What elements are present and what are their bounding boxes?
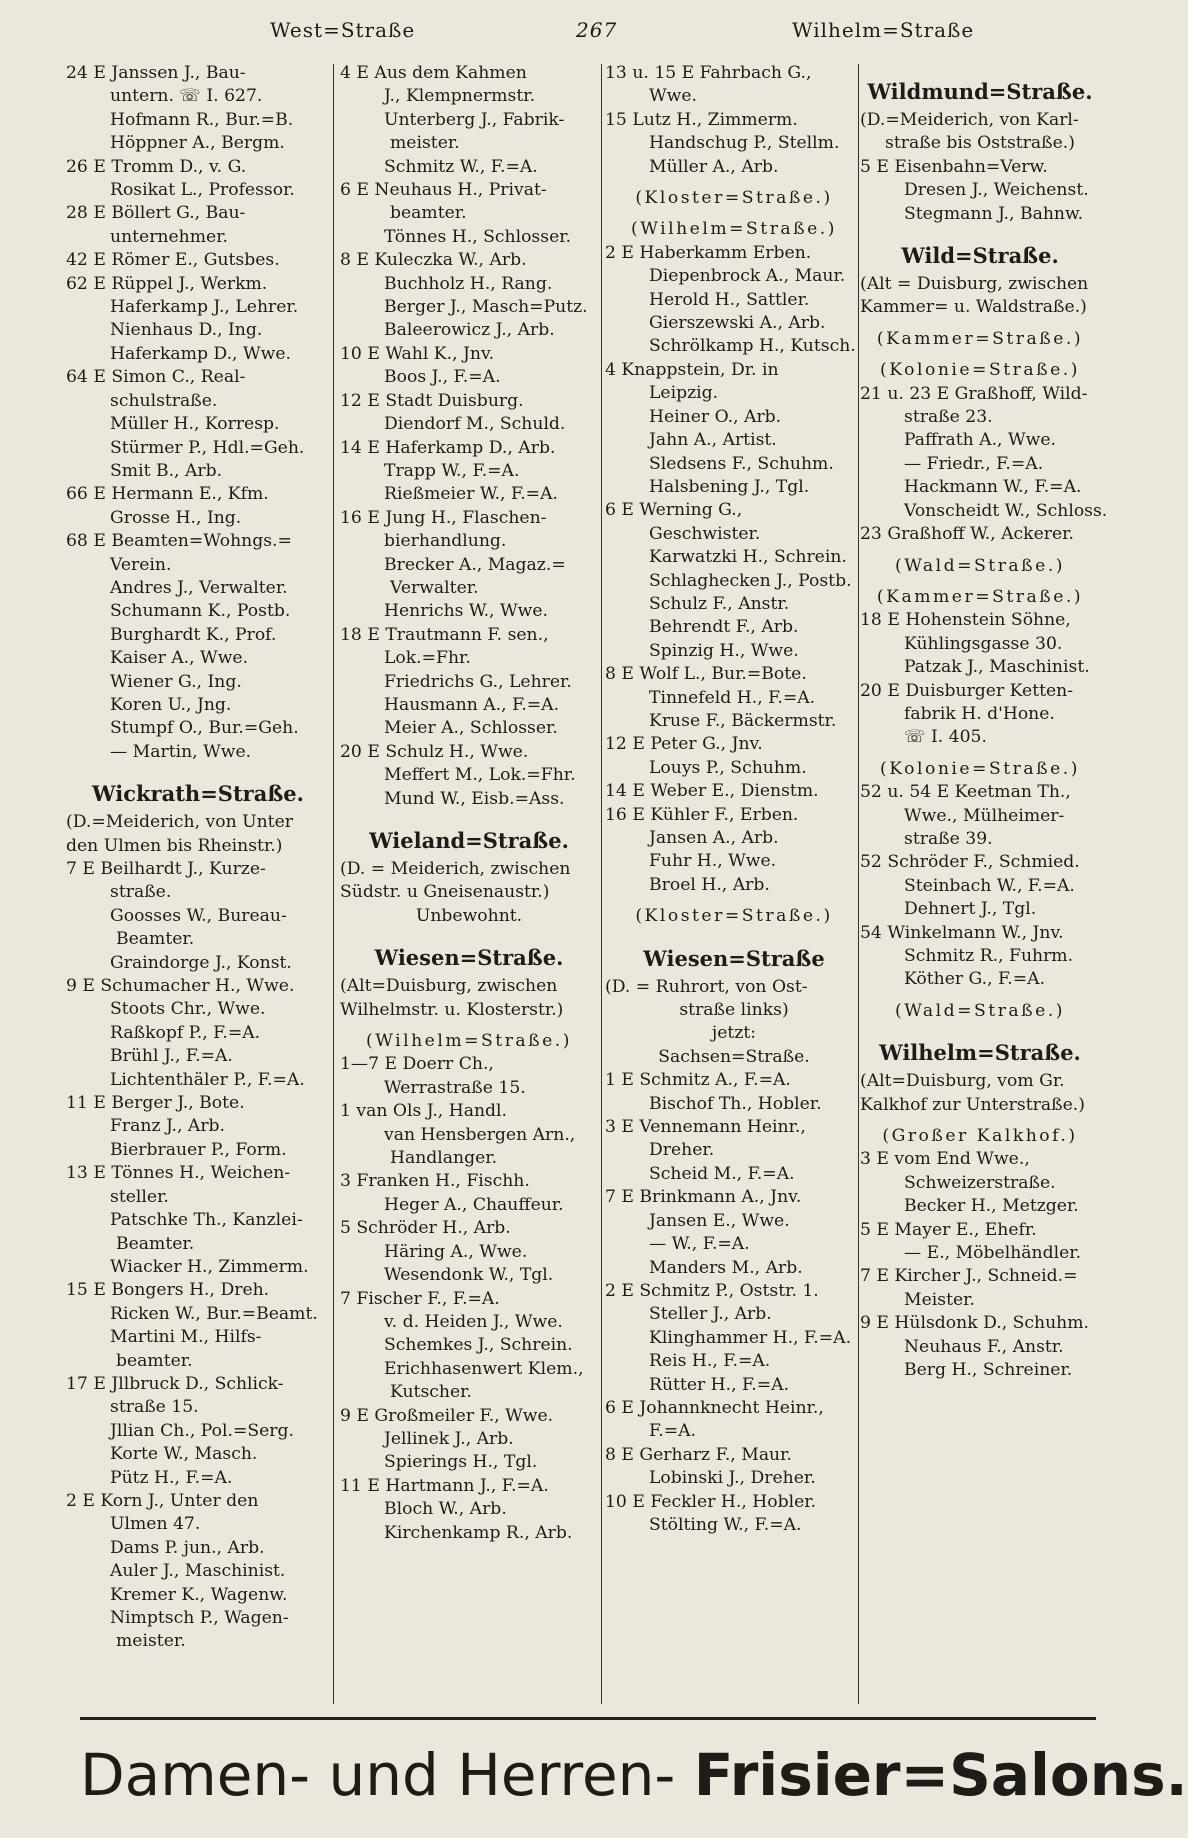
directory-entry: Tinnefeld H., F.=A. xyxy=(649,687,816,708)
directory-entry: 18 E Hohenstein Söhne, xyxy=(860,610,1071,631)
directory-entry: Grosse H., Ing. xyxy=(110,507,242,528)
directory-entry: Kruse F., Bäckermstr. xyxy=(649,710,837,731)
directory-entry: Herold H., Sattler. xyxy=(649,289,810,310)
directory-entry: straße 23. xyxy=(904,407,993,428)
directory-entry: Brecker A., Magaz.= xyxy=(384,554,566,575)
directory-entry: Sachsen=Straße. xyxy=(658,1046,810,1067)
directory-entry: Heger A., Chauffeur. xyxy=(384,1194,564,1215)
directory-entry: Hausmann A., F.=A. xyxy=(384,694,560,715)
directory-entry: 3 E Vennemann Heinr., xyxy=(605,1117,806,1138)
directory-entry: Meister. xyxy=(904,1289,975,1310)
directory-entry: Ricken W., Bur.=Beamt. xyxy=(110,1303,318,1324)
directory-entry: Verwalter. xyxy=(390,577,479,598)
directory-entry: Verein. xyxy=(110,554,172,575)
directory-entry: 20 E Duisburger Ketten- xyxy=(860,680,1074,701)
directory-entry: Jellinek J., Arb. xyxy=(384,1428,514,1449)
advertisement-text-regular: Damen- und Herren- xyxy=(80,1741,694,1809)
directory-entry: straße 39. xyxy=(904,828,993,849)
directory-entry: 1 van Ols J., Handl. xyxy=(340,1101,507,1122)
directory-entry: Lok.=Fhr. xyxy=(384,648,471,669)
directory-entry: Beamter. xyxy=(116,929,195,950)
directory-entry: beamter. xyxy=(390,203,467,224)
directory-entry: ☏ I. 405. xyxy=(904,727,987,748)
directory-entry: 52 Schröder F., Schmied. xyxy=(860,852,1080,873)
column-divider xyxy=(601,64,602,1704)
directory-entry: Meier A., Schlosser. xyxy=(384,718,558,739)
directory-entry: 6 E Johannknecht Heinr., xyxy=(605,1397,824,1418)
directory-entry: Kirchenkamp R., Arb. xyxy=(384,1522,573,1543)
directory-entry: 10 E Wahl K., Jnv. xyxy=(340,343,495,364)
directory-entry: 14 E Haferkamp D., Arb. xyxy=(340,437,556,458)
directory-entry: 6 E Neuhaus H., Privat- xyxy=(340,180,547,201)
directory-entry: den Ulmen bis Rheinstr.) xyxy=(66,835,283,856)
cross-street-note: (Wilhelm=Straße.) xyxy=(366,1031,572,1052)
directory-entry: Klinghammer H., F.=A. xyxy=(649,1327,852,1348)
directory-entry: Lichtenthäler P., F.=A. xyxy=(110,1069,305,1090)
directory-entry: Unbewohnt. xyxy=(415,905,523,926)
directory-entry: 26 E Tromm D., v. G. xyxy=(66,156,247,177)
cross-street-note: (Wald=Straße.) xyxy=(895,555,1065,576)
directory-entry: 4 Knappstein, Dr. in xyxy=(605,359,779,380)
directory-entry: Jahn A., Artist. xyxy=(649,430,777,451)
directory-entry: unternehmer. xyxy=(110,226,229,247)
directory-entry: Steller J., Arb. xyxy=(649,1304,772,1325)
directory-entry: Behrendt F., Arb. xyxy=(649,617,799,638)
directory-entry: Fuhr H., Wwe. xyxy=(649,851,777,872)
directory-entry: — W., F.=A. xyxy=(649,1234,750,1255)
directory-entry: Halsbening J., Tgl. xyxy=(649,476,810,497)
directory-entry: 2 E Haberkamm Erben. xyxy=(605,242,812,263)
directory-entry: J., Klempnermstr. xyxy=(384,86,536,107)
directory-entry: 11 E Hartmann J., F.=A. xyxy=(340,1475,549,1496)
directory-entry: Dams P. jun., Arb. xyxy=(110,1537,265,1558)
directory-entry: Wwe. xyxy=(649,86,698,107)
cross-street-note: (Kolonie=Straße.) xyxy=(880,360,1080,381)
directory-entry: 8 E Gerharz F., Maur. xyxy=(605,1444,792,1465)
directory-entry: steller. xyxy=(110,1186,169,1207)
directory-entry: 42 E Römer E., Gutsbes. xyxy=(66,250,280,271)
directory-entry: Haferkamp D., Wwe. xyxy=(110,343,291,364)
directory-entry: Kutscher. xyxy=(390,1382,472,1403)
directory-entry: Wiacker H., Zimmerm. xyxy=(110,1256,309,1277)
directory-entry: 62 E Rüppel J., Werkm. xyxy=(66,273,268,294)
directory-entry: Bischof Th., Hobler. xyxy=(649,1093,822,1114)
directory-entry: Koren U., Jng. xyxy=(110,694,232,715)
directory-entry: 18 E Trautmann F. sen., xyxy=(340,624,549,645)
directory-entry: Stürmer P., Hdl.=Geh. xyxy=(110,437,305,458)
cross-street-note: (Kloster=Straße.) xyxy=(635,188,833,209)
directory-entry: Reis H., F.=A. xyxy=(649,1351,771,1372)
directory-entry: Manders M., Arb. xyxy=(649,1257,803,1278)
cross-street-note: (Kolonie=Straße.) xyxy=(880,758,1080,779)
directory-entry: 15 Lutz H., Zimmerm. xyxy=(605,109,798,130)
directory-entry: Spinzig H., Wwe. xyxy=(649,640,799,661)
directory-entry: Buchholz H., Rang. xyxy=(384,273,553,294)
directory-entry: Werrastraße 15. xyxy=(384,1077,526,1098)
directory-entry: Franz J., Arb. xyxy=(110,1116,226,1137)
directory-entry: Smit B., Arb. xyxy=(110,460,223,481)
directory-entry: Neuhaus F., Anstr. xyxy=(904,1336,1064,1357)
directory-entry: 2 E Korn J., Unter den xyxy=(66,1490,259,1511)
directory-entry: 9 E Hülsdonk D., Schuhm. xyxy=(860,1313,1090,1334)
directory-entry: 54 Winkelmann W., Jnv. xyxy=(860,922,1064,943)
page-header xyxy=(0,18,1164,52)
directory-entry: 16 E Kühler F., Erben. xyxy=(605,804,799,825)
directory-entry: Müller A., Arb. xyxy=(649,156,779,177)
directory-entry: Friedrichs G., Lehrer. xyxy=(384,671,572,692)
directory-entry: untern. ☏ I. 627. xyxy=(110,86,263,107)
directory-entry: 3 Franken H., Fischh. xyxy=(340,1171,530,1192)
directory-entry: 5 Schröder H., Arb. xyxy=(340,1218,511,1239)
directory-entry: Kammer= u. Waldstraße.) xyxy=(860,297,1087,318)
directory-entry: Erichhasenwert Klem., xyxy=(384,1358,584,1379)
directory-entry: Stumpf O., Bur.=Geh. xyxy=(110,718,299,739)
directory-entry: (Alt = Duisburg, zwischen xyxy=(860,274,1089,295)
directory-entry: Ulmen 47. xyxy=(110,1514,201,1535)
directory-entry: Sledsens F., Schuhm. xyxy=(649,453,834,474)
directory-entry: Schumann K., Postb. xyxy=(110,601,291,622)
directory-entry: Kremer K., Wagenw. xyxy=(110,1584,288,1605)
directory-entry: 2 E Schmitz P., Oststr. 1. xyxy=(605,1280,819,1301)
directory-entry: schulstraße. xyxy=(110,390,218,411)
directory-entry: Dreher. xyxy=(649,1140,715,1161)
directory-entry: Stoots Chr., Wwe. xyxy=(110,999,266,1020)
directory-entry: straße. xyxy=(110,882,172,903)
street-heading: Wilhelm=Straße. xyxy=(879,1040,1081,1066)
directory-entry: Broel H., Arb. xyxy=(649,874,770,895)
directory-entry: Bloch W., Arb. xyxy=(384,1499,507,1520)
directory-entry: 8 E Kuleczka W., Arb. xyxy=(340,250,527,271)
column-divider xyxy=(858,64,859,1704)
directory-entry: Wiener G., Ing. xyxy=(110,671,242,692)
directory-entry: Steinbach W., F.=A. xyxy=(904,875,1075,896)
directory-entry: Baleerowicz J., Arb. xyxy=(384,320,555,341)
directory-entry: (D.=Meiderich, von Karl- xyxy=(860,110,1079,130)
directory-entry: Wwe., Mülheimer- xyxy=(904,805,1065,826)
directory-entry: Meffert M., Lok.=Fhr. xyxy=(384,765,576,786)
footer-rule xyxy=(80,1717,1096,1720)
directory-entry: Spierings H., Tgl. xyxy=(384,1452,538,1473)
directory-entry: Jansen E., Wwe. xyxy=(649,1210,790,1231)
directory-entry: Diendorf M., Schuld. xyxy=(384,414,566,435)
directory-entry: 5 E Mayer E., Ehefr. xyxy=(860,1219,1037,1240)
column-1 xyxy=(66,62,330,1707)
column-2 xyxy=(340,62,598,1707)
directory-entry: 15 E Bongers H., Dreh. xyxy=(66,1280,270,1301)
directory-entry: Karwatzki H., Schrein. xyxy=(649,547,847,568)
directory-entry: Schmitz W., F.=A. xyxy=(384,156,538,177)
directory-entry: F.=A. xyxy=(649,1421,696,1442)
directory-entry: 6 E Werning G., xyxy=(605,500,743,521)
street-heading: Wildmund=Straße. xyxy=(867,79,1093,104)
directory-entry: fabrik H. d'Hone. xyxy=(904,703,1055,724)
directory-entry: Pütz H., F.=A. xyxy=(110,1467,233,1488)
directory-entry: 13 u. 15 E Fahrbach G., xyxy=(605,63,812,83)
directory-entry: 66 E Hermann E., Kfm. xyxy=(66,484,269,505)
column-divider xyxy=(333,64,334,1704)
directory-entry: Haferkamp J., Lehrer. xyxy=(110,297,299,318)
directory-entry: Rießmeier W., F.=A. xyxy=(384,484,558,505)
directory-entry: Jllian Ch., Pol.=Serg. xyxy=(110,1420,294,1441)
cross-street-note: (Wald=Straße.) xyxy=(895,1000,1065,1021)
directory-entry: 5 E Eisenbahn=Verw. xyxy=(860,156,1048,177)
directory-entry: Müller H., Korresp. xyxy=(110,414,280,435)
directory-entry: 7 Fischer F., F.=A. xyxy=(340,1288,500,1309)
directory-entry: — Martin, Wwe. xyxy=(110,741,252,762)
street-heading: Wild=Straße. xyxy=(901,243,1059,269)
directory-entry: 8 E Wolf L., Bur.=Bote. xyxy=(605,664,807,685)
directory-entry: Unterberg J., Fabrik- xyxy=(384,109,565,130)
street-heading: Wickrath=Straße. xyxy=(92,781,304,807)
cross-street-note: (Großer Kalkhof.) xyxy=(882,1126,1078,1147)
directory-entry: Schulz F., Anstr. xyxy=(649,593,790,614)
directory-entry: Berger J., Masch=Putz. xyxy=(384,297,588,318)
column-4 xyxy=(860,62,1108,1707)
directory-entry: (D.=Meiderich, von Unter xyxy=(66,812,293,833)
directory-entry: Kühlingsgasse 30. xyxy=(904,633,1063,654)
directory-entry: Louys P., Schuhm. xyxy=(649,757,807,778)
directory-entry: 28 E Böllert G., Bau- xyxy=(66,203,246,224)
directory-entry: Bierbrauer P., Form. xyxy=(110,1139,287,1160)
directory-entry: Dresen J., Weichenst. xyxy=(904,180,1089,201)
directory-entry: v. d. Heiden J., Wwe. xyxy=(384,1311,563,1332)
street-heading: Wieland=Straße. xyxy=(369,828,569,853)
directory-entry: van Hensbergen Arn., xyxy=(384,1124,576,1145)
advertisement-text-bold: Frisier=Salons. xyxy=(693,1741,1188,1809)
directory-entry: Henrichs W., Wwe. xyxy=(384,601,548,622)
directory-entry: 11 E Berger J., Bote. xyxy=(66,1093,245,1114)
directory-entry: Diepenbrock A., Maur. xyxy=(649,266,846,287)
directory-entry: 12 E Peter G., Jnv. xyxy=(605,734,763,755)
directory-entry: (D. = Meiderich, zwischen xyxy=(340,859,571,879)
directory-entry: straße bis Oststraße.) xyxy=(885,133,1075,154)
directory-entry: Patschke Th., Kanzlei- xyxy=(110,1210,303,1231)
directory-entry: Schweizerstraße. xyxy=(904,1172,1056,1193)
directory-entry: 14 E Weber E., Dienstm. xyxy=(605,781,819,802)
directory-entry: Patzak J., Maschinist. xyxy=(904,657,1090,678)
directory-entry: Südstr. u Gneisenaustr.) xyxy=(340,882,550,903)
directory-entry: 1 E Schmitz A., F.=A. xyxy=(605,1070,791,1091)
directory-entry: Nienhaus D., Ing. xyxy=(110,320,263,341)
directory-entry: Handschug P., Stellm. xyxy=(649,133,840,154)
directory-entry: Nimptsch P., Wagen- xyxy=(110,1608,289,1628)
directory-entry: 12 E Stadt Duisburg. xyxy=(340,390,524,411)
directory-entry: Korte W., Masch. xyxy=(110,1444,258,1465)
directory-entry: Paffrath A., Wwe. xyxy=(904,430,1056,451)
directory-entry: 4 E Aus dem Kahmen xyxy=(340,63,527,83)
directory-entry: 10 E Feckler H., Hobler. xyxy=(605,1491,817,1512)
cross-street-note: (Kammer=Straße.) xyxy=(876,586,1084,607)
directory-entry: 68 E Beamten=Wohngs.= xyxy=(66,531,292,552)
directory-entry: (D. = Ruhrort, von Ost- xyxy=(605,976,808,997)
directory-entry: — Friedr., F.=A. xyxy=(904,453,1044,474)
directory-entry: Tönnes H., Schlosser. xyxy=(384,226,572,247)
directory-entry: Dehnert J., Tgl. xyxy=(904,899,1037,920)
directory-entry: Schlaghecken J., Postb. xyxy=(649,570,852,591)
directory-entry: 7 E Brinkmann A., Jnv. xyxy=(605,1187,802,1208)
directory-entry: 24 E Janssen J., Bau- xyxy=(66,63,246,83)
directory-entry: 13 E Tönnes H., Weichen- xyxy=(66,1163,291,1184)
directory-entry: Berg H., Schreiner. xyxy=(904,1360,1073,1381)
directory-entry: Hackmann W., F.=A. xyxy=(904,477,1082,498)
street-heading: Wiesen=Straße xyxy=(643,945,825,971)
directory-entry: beamter. xyxy=(116,1350,193,1371)
directory-entry: Gierszewski A., Arb. xyxy=(649,313,826,334)
directory-entry: Höppner A., Bergm. xyxy=(110,133,285,154)
directory-entry: Köther G., F.=A. xyxy=(904,969,1046,990)
directory-entry: 20 E Schulz H., Wwe. xyxy=(340,741,529,762)
directory-entry: Boos J., F.=A. xyxy=(384,367,501,388)
directory-entry: Häring A., Wwe. xyxy=(384,1241,528,1262)
directory-entry: Stegmann J., Bahnw. xyxy=(904,203,1084,224)
directory-entry: 52 u. 54 E Keetman Th., xyxy=(860,782,1071,803)
header-left-street: West=Straße xyxy=(270,18,416,42)
directory-entry: Heiner O., Arb. xyxy=(649,406,782,427)
directory-entry: Andres J., Verwalter. xyxy=(110,577,288,598)
directory-entry: 16 E Jung H., Flaschen- xyxy=(340,507,547,528)
directory-entry: Goosses W., Bureau- xyxy=(110,905,287,926)
directory-entry: 21 u. 23 E Graßhoff, Wild- xyxy=(860,383,1088,404)
directory-entry: jetzt: xyxy=(711,1023,757,1044)
directory-entry: Stölting W., F.=A. xyxy=(649,1514,802,1535)
directory-entry: Scheid M., F.=A. xyxy=(649,1163,795,1184)
page-number: 267 xyxy=(576,18,618,42)
directory-entry: Kaiser A., Wwe. xyxy=(110,648,249,669)
directory-entry: Graindorge J., Konst. xyxy=(110,952,292,973)
cross-street-note: (Wilhelm=Straße.) xyxy=(631,219,837,240)
advertisement-footer xyxy=(80,1725,1188,1825)
directory-entry: Schrölkamp H., Kutsch. xyxy=(649,336,856,357)
directory-entry: Mund W., Eisb.=Ass. xyxy=(384,788,565,809)
directory-entry: Jansen A., Arb. xyxy=(649,828,779,848)
directory-entry: bierhandlung. xyxy=(384,531,507,552)
directory-entry: straße links) xyxy=(679,1000,789,1021)
column-3 xyxy=(605,62,863,1707)
directory-entry: Raßkopf P., F.=A. xyxy=(110,1022,261,1043)
directory-entry: Wesendonk W., Tgl. xyxy=(384,1265,554,1286)
directory-entry: Rütter H., F.=A. xyxy=(649,1374,790,1395)
directory-entry: 23 Graßhoff W., Ackerer. xyxy=(860,524,1074,545)
street-heading: Wiesen=Straße. xyxy=(374,945,564,971)
directory-entry: Trapp W., F.=A. xyxy=(384,460,520,481)
directory-entry: Lobinski J., Dreher. xyxy=(649,1468,816,1489)
directory-entry: 3 E vom End Wwe., xyxy=(860,1149,1030,1170)
directory-entry: Becker H., Metzger. xyxy=(904,1196,1079,1217)
directory-entry: 17 E Jllbruck D., Schlick- xyxy=(66,1373,284,1394)
directory-entry: 1—7 E Doerr Ch., xyxy=(340,1054,494,1075)
directory-entry: straße 15. xyxy=(110,1397,199,1418)
directory-entry: Leipzig. xyxy=(649,383,719,404)
header-right-street: Wilhelm=Straße xyxy=(792,18,975,42)
directory-entry: Beamter. xyxy=(116,1233,195,1254)
directory-entry: Auler J., Maschinist. xyxy=(110,1561,286,1582)
directory-entry: — E., Möbelhändler. xyxy=(904,1243,1082,1264)
directory-entry: Schemkes J., Schrein. xyxy=(384,1335,573,1356)
directory-entry: 7 E Beilhardt J., Kurze- xyxy=(66,859,266,879)
cross-street-note: (Kloster=Straße.) xyxy=(635,906,833,927)
directory-entry: 9 E Schumacher H., Wwe. xyxy=(66,976,295,997)
directory-entry: Martini M., Hilfs- xyxy=(110,1327,262,1348)
directory-entry: Vonscheidt W., Schloss. xyxy=(904,500,1108,521)
directory-entry: 9 E Großmeiler F., Wwe. xyxy=(340,1405,554,1426)
directory-entry: Wilhelmstr. u. Klosterstr.) xyxy=(340,999,564,1020)
directory-entry: Kalkhof zur Unterstraße.) xyxy=(860,1094,1085,1115)
directory-entry: meister. xyxy=(390,133,460,154)
directory-entry: Schmitz R., Fuhrm. xyxy=(904,946,1074,966)
directory-entry: Burghardt K., Prof. xyxy=(110,624,277,645)
directory-entry: meister. xyxy=(116,1631,186,1652)
directory-entry: Geschwister. xyxy=(649,523,761,544)
directory-entry: 64 E Simon C., Real- xyxy=(66,367,246,388)
directory-entry: 7 E Kircher J., Schneid.= xyxy=(860,1266,1078,1287)
directory-entry: (Alt=Duisburg, zwischen xyxy=(340,976,558,997)
cross-street-note: (Kammer=Straße.) xyxy=(876,328,1084,349)
directory-entry: (Alt=Duisburg, vom Gr. xyxy=(860,1071,1065,1092)
directory-entry: Brühl J., F.=A. xyxy=(110,1046,233,1067)
directory-entry: Rosikat L., Professor. xyxy=(110,180,295,201)
directory-entry: Hofmann R., Bur.=B. xyxy=(110,109,294,130)
directory-entry: Handlanger. xyxy=(390,1148,498,1169)
